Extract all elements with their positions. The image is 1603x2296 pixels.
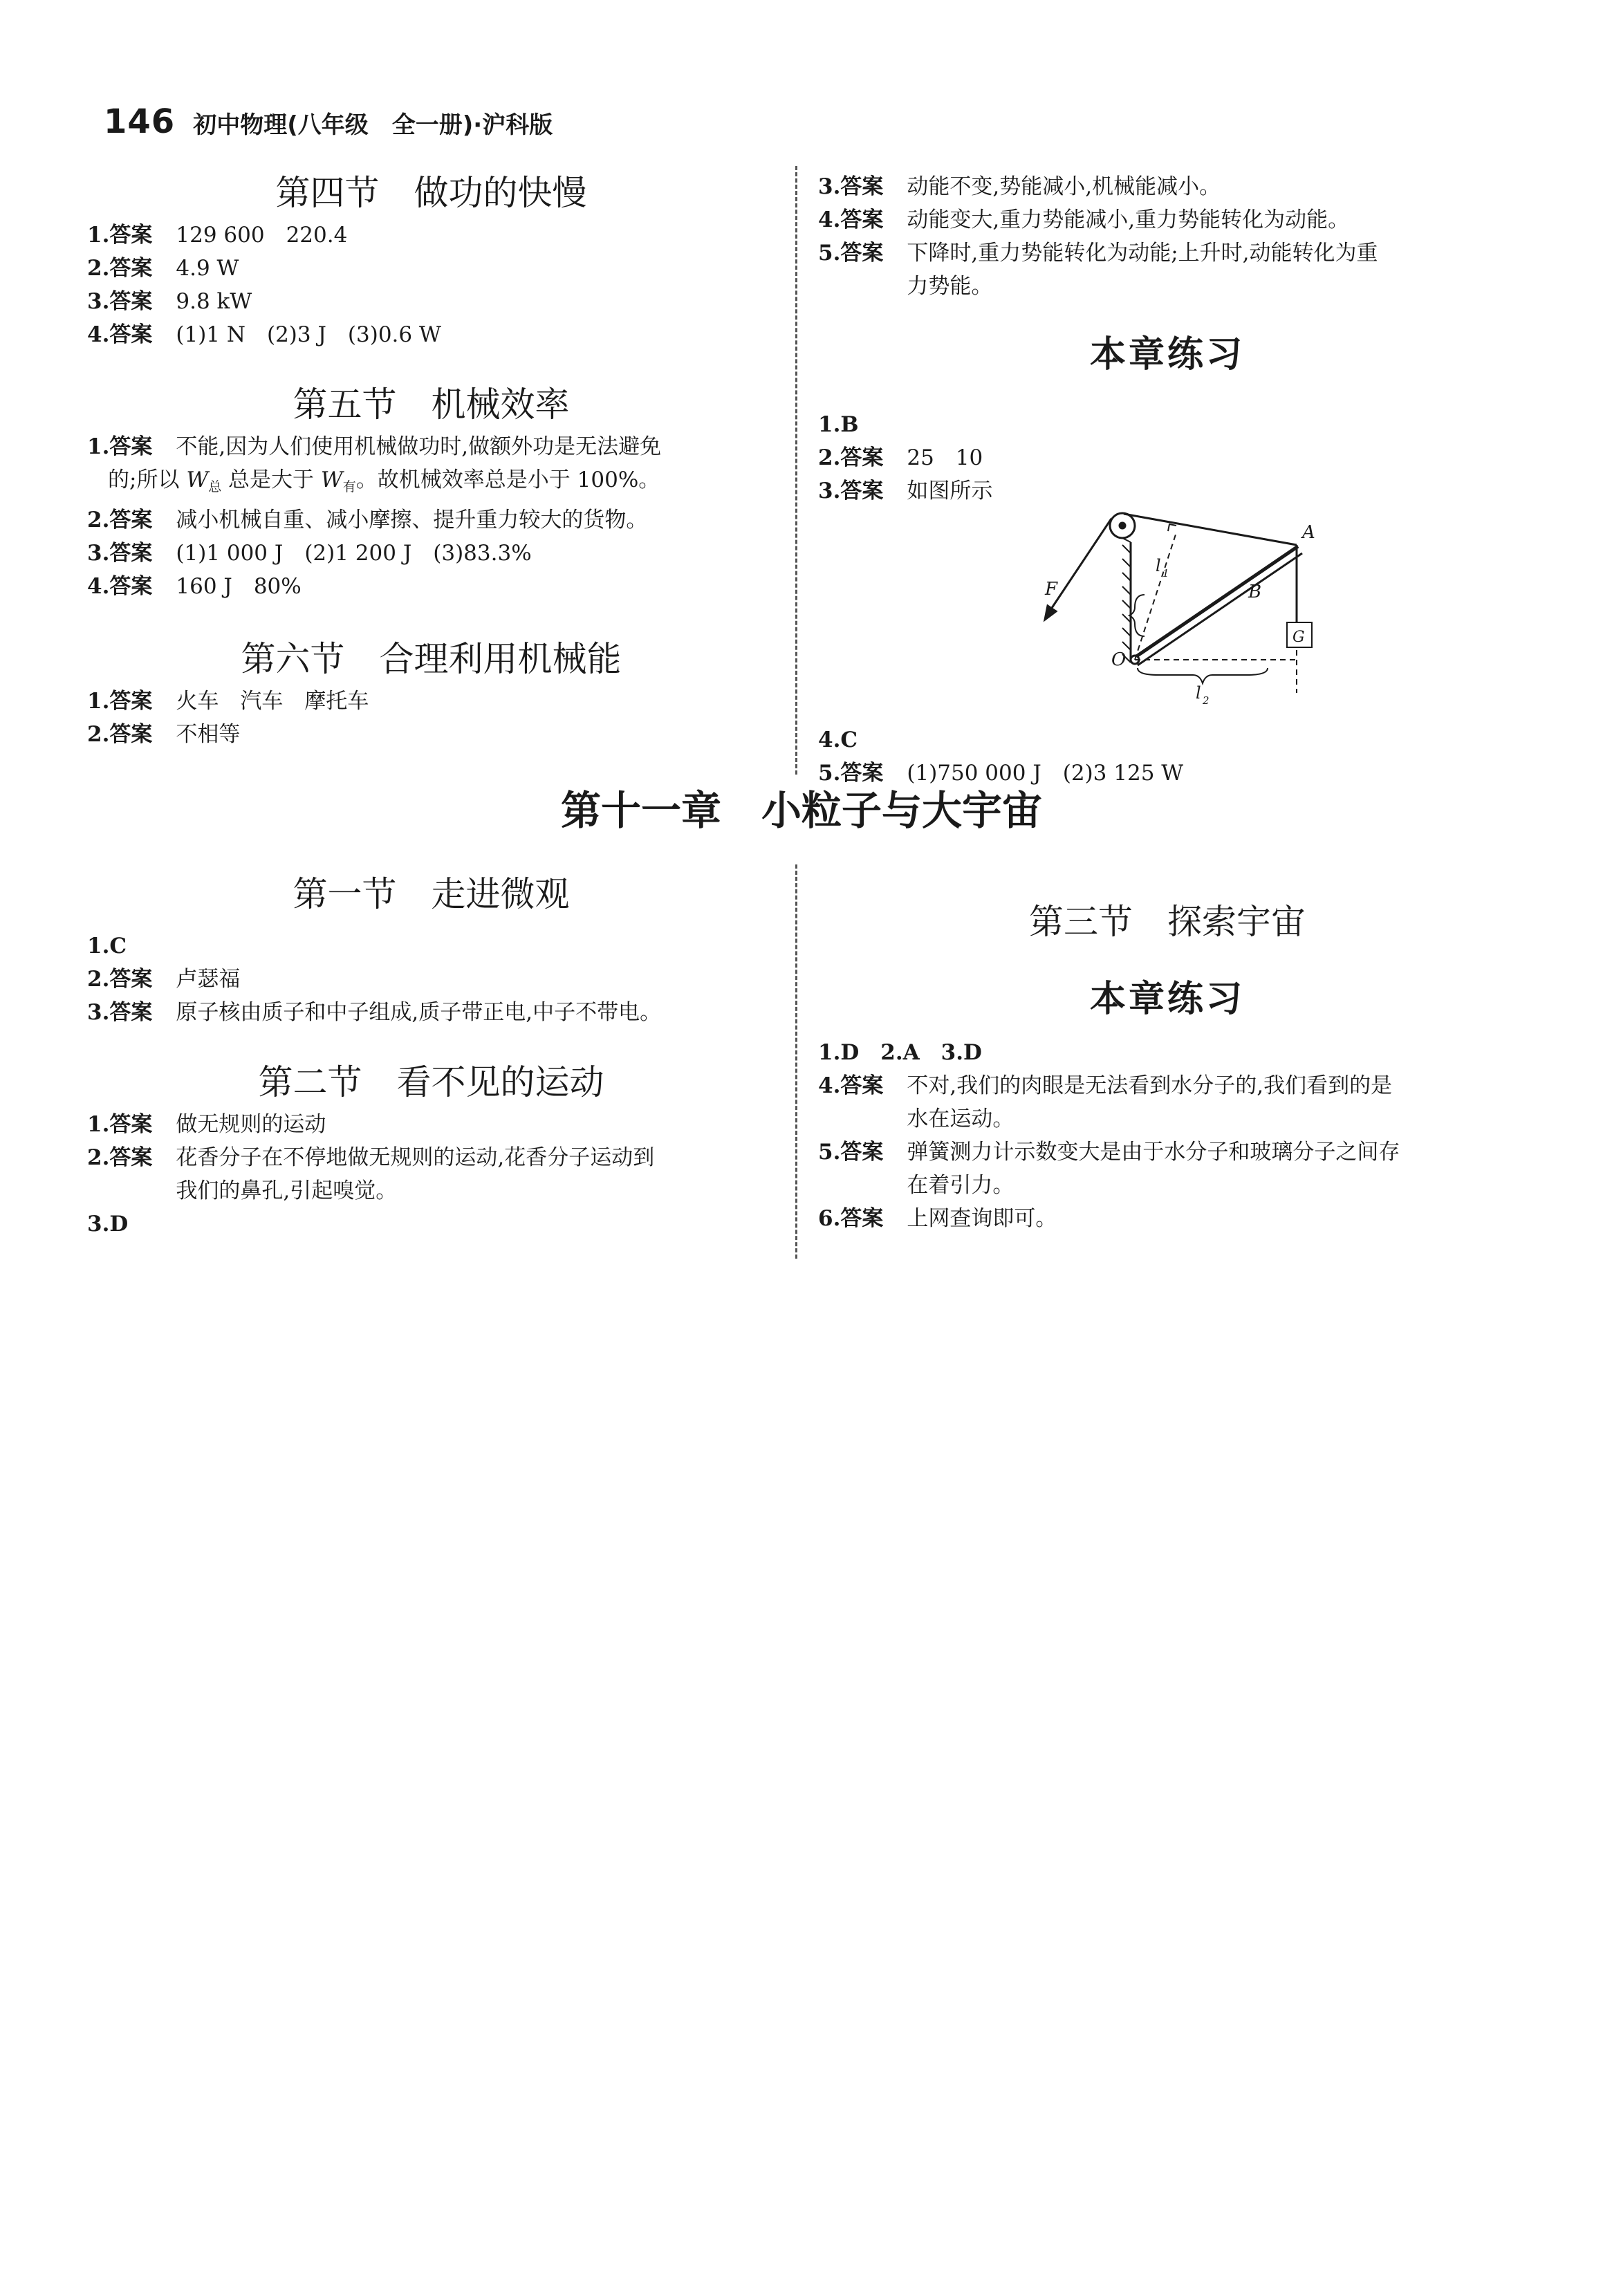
top-right-column xyxy=(818,170,1517,790)
pulley-axle xyxy=(1120,523,1125,528)
wall-hatching xyxy=(1122,545,1131,663)
force-line xyxy=(1048,519,1111,614)
answer-item: 4. 答案 160 J 80% xyxy=(87,574,302,599)
label-b: B xyxy=(1248,582,1262,602)
right-angle-mark xyxy=(1168,524,1176,531)
column-divider-bottom xyxy=(795,864,797,1259)
rope xyxy=(1124,514,1297,545)
force-arrowhead xyxy=(1045,606,1056,620)
answer-item: 3. 答案 (1)1 000 J (2)1 200 J (3)83.3% xyxy=(87,541,532,566)
answer-item: 2. 答案 花香分子在不停地做无规则的运动,花香分子运动到 我们的鼻孔,引起嗅觉。 xyxy=(87,1145,655,1203)
chapter-review-title: 本章练习 xyxy=(1089,334,1245,376)
lever-diagram xyxy=(1041,512,1359,719)
section-title-4: 第四节 做功的快慢 xyxy=(275,173,587,213)
answer-item: 6. 答案 上网查询即可。 xyxy=(818,1206,1057,1231)
section-6-answers xyxy=(87,685,775,751)
label-f: F xyxy=(1045,579,1058,600)
answer-item: 1. B xyxy=(818,412,859,437)
label-l1: l xyxy=(1156,556,1161,575)
answer-item: 5. 答案 下降时,重力势能转化为动能;上升时,动能转化为重 力势能。 xyxy=(818,241,1378,299)
answer-item: 3. 答案 如图所示 xyxy=(818,479,993,503)
chapter-title: 第十一章 小粒子与大宇宙 xyxy=(560,787,1042,834)
answer-item: 1. 答案 火车 汽车 摩托车 xyxy=(87,689,369,714)
answer-item: 4. 答案 动能变大,重力势能减小,重力势能转化为动能。 xyxy=(818,207,1350,232)
label-l1-sub: 1 xyxy=(1162,567,1169,580)
answer-item: 3. 答案 动能不变,势能减小,机械能减小。 xyxy=(818,174,1221,199)
answer-item: 3. 答案 原子核由质子和中子组成,质子带正电,中子不带电。 xyxy=(87,1000,662,1025)
chapter-review-title-2: 本章练习 xyxy=(1089,979,1245,1020)
answer-item: 5. 答案 (1)750 000 J (2)3 125 W xyxy=(818,761,1184,786)
answer-item: 3. 答案 9.8 kW xyxy=(87,289,252,314)
page-header xyxy=(104,102,553,144)
answer-item: 2. 答案 25 10 xyxy=(818,445,983,470)
section-title-2: 第二节 看不见的运动 xyxy=(258,1062,604,1102)
top-left-column xyxy=(87,167,775,751)
answer-item: 4. 答案 (1)1 N (2)3 J (3)0.6 W xyxy=(87,322,441,347)
section-5-answers xyxy=(87,430,775,603)
book-title: 初中物理(八年级 全一册)·沪科版 xyxy=(193,111,553,139)
page-number: 146 xyxy=(104,102,176,141)
section-title-3: 第三节 探索宇宙 xyxy=(1029,902,1306,942)
answer-item-continuation: 的;所以 $W_总$ 总是大于 $W_有$。故机械效率总是小于 100%。 xyxy=(108,467,660,494)
label-g: G xyxy=(1292,629,1305,646)
answer-item: 1. 答案 129 600 220.4 xyxy=(87,223,348,248)
answer-item: 1. 答案 不能,因为人们使用机械做功时,做额外功是无法避免 xyxy=(87,434,662,459)
answer-item: 2. 答案 不相等 xyxy=(87,722,241,747)
answer-item: 5. 答案 弹簧测力计示数变大是由于水分子和玻璃分子之间存 在着引力。 xyxy=(818,1140,1400,1198)
label-a: A xyxy=(1302,522,1315,543)
bottom-left-column xyxy=(87,869,775,1241)
answer-item: 2. 答案 4.9 W xyxy=(87,256,239,281)
label-o: O xyxy=(1111,649,1127,670)
answer-item: 4. 答案 不对,我们的肉眼是无法看到水分子的,我们看到的是 水在运动。 xyxy=(818,1073,1393,1131)
answer-item: 1. 答案 做无规则的运动 xyxy=(87,1112,326,1137)
section-4-answers xyxy=(87,219,775,351)
section-title-1: 第一节 走进微观 xyxy=(293,874,570,914)
section-title-5: 第五节 机械效率 xyxy=(293,385,570,425)
answer-line: 1.D 2.A 3.D xyxy=(818,1040,982,1065)
answer-item: 2. 答案 卢瑟福 xyxy=(87,967,241,992)
answer-item: 3. D xyxy=(87,1212,129,1237)
brace-l2 xyxy=(1138,668,1268,683)
label-l2-sub: 2 xyxy=(1203,694,1210,707)
bottom-right-column xyxy=(818,896,1517,1235)
pulley-mount xyxy=(1122,538,1131,542)
label-l2: l xyxy=(1196,683,1201,703)
answer-item: 1. C xyxy=(87,934,127,959)
answer-item: 4. C xyxy=(818,728,858,752)
answer-item: 2. 答案 减小机械自重、减小摩擦、提升重力较大的货物。 xyxy=(87,508,648,533)
section-title-6: 第六节 合理利用机械能 xyxy=(241,639,622,679)
column-divider-top xyxy=(795,166,797,775)
arm-l1 xyxy=(1135,533,1176,660)
